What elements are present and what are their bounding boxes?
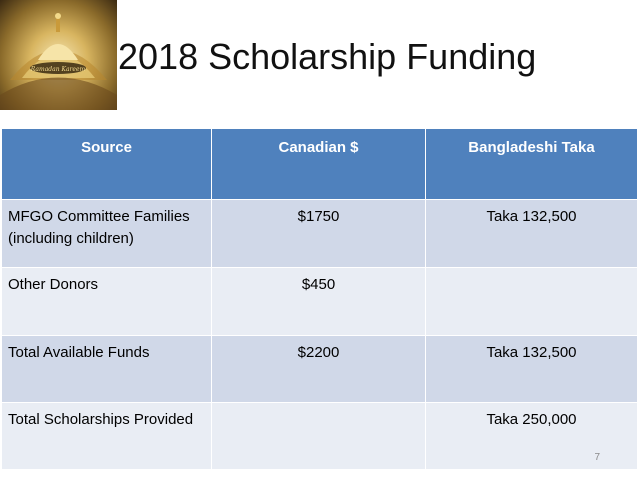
table-row — [2, 268, 638, 336]
table-row — [2, 403, 638, 470]
cell-canadian: $1750 — [212, 200, 426, 268]
cell-source: Other Donors — [2, 268, 212, 336]
cell-source: MFGO Committee Families (including children) — [2, 200, 212, 268]
ramadan-logo — [0, 0, 117, 110]
cell-canadian: $2200 — [212, 336, 426, 403]
cell-taka: Taka 132,500 — [426, 336, 638, 403]
slide-title: 2018 Scholarship Funding — [118, 36, 537, 77]
header-taka: Bangladeshi Taka — [426, 129, 638, 200]
cell-source: Total Scholarships Provided — [2, 403, 212, 470]
header-canadian: Canadian $ — [212, 129, 426, 200]
logo-text: Ramadan Kareem — [30, 66, 86, 73]
funding-table — [1, 128, 638, 470]
mosque-lantern-icon — [0, 0, 117, 110]
table-row — [2, 200, 638, 268]
cell-source: Total Available Funds — [2, 336, 212, 403]
cell-canadian — [212, 403, 426, 470]
cell-taka: Taka 132,500 — [426, 200, 638, 268]
header-source: Source — [2, 129, 212, 200]
cell-taka: Taka 250,000 — [426, 403, 638, 470]
cell-canadian: $450 — [212, 268, 426, 336]
cell-taka — [426, 268, 638, 336]
table-header-row — [2, 129, 638, 200]
page-number: 7 — [594, 452, 600, 463]
table-row — [2, 336, 638, 403]
